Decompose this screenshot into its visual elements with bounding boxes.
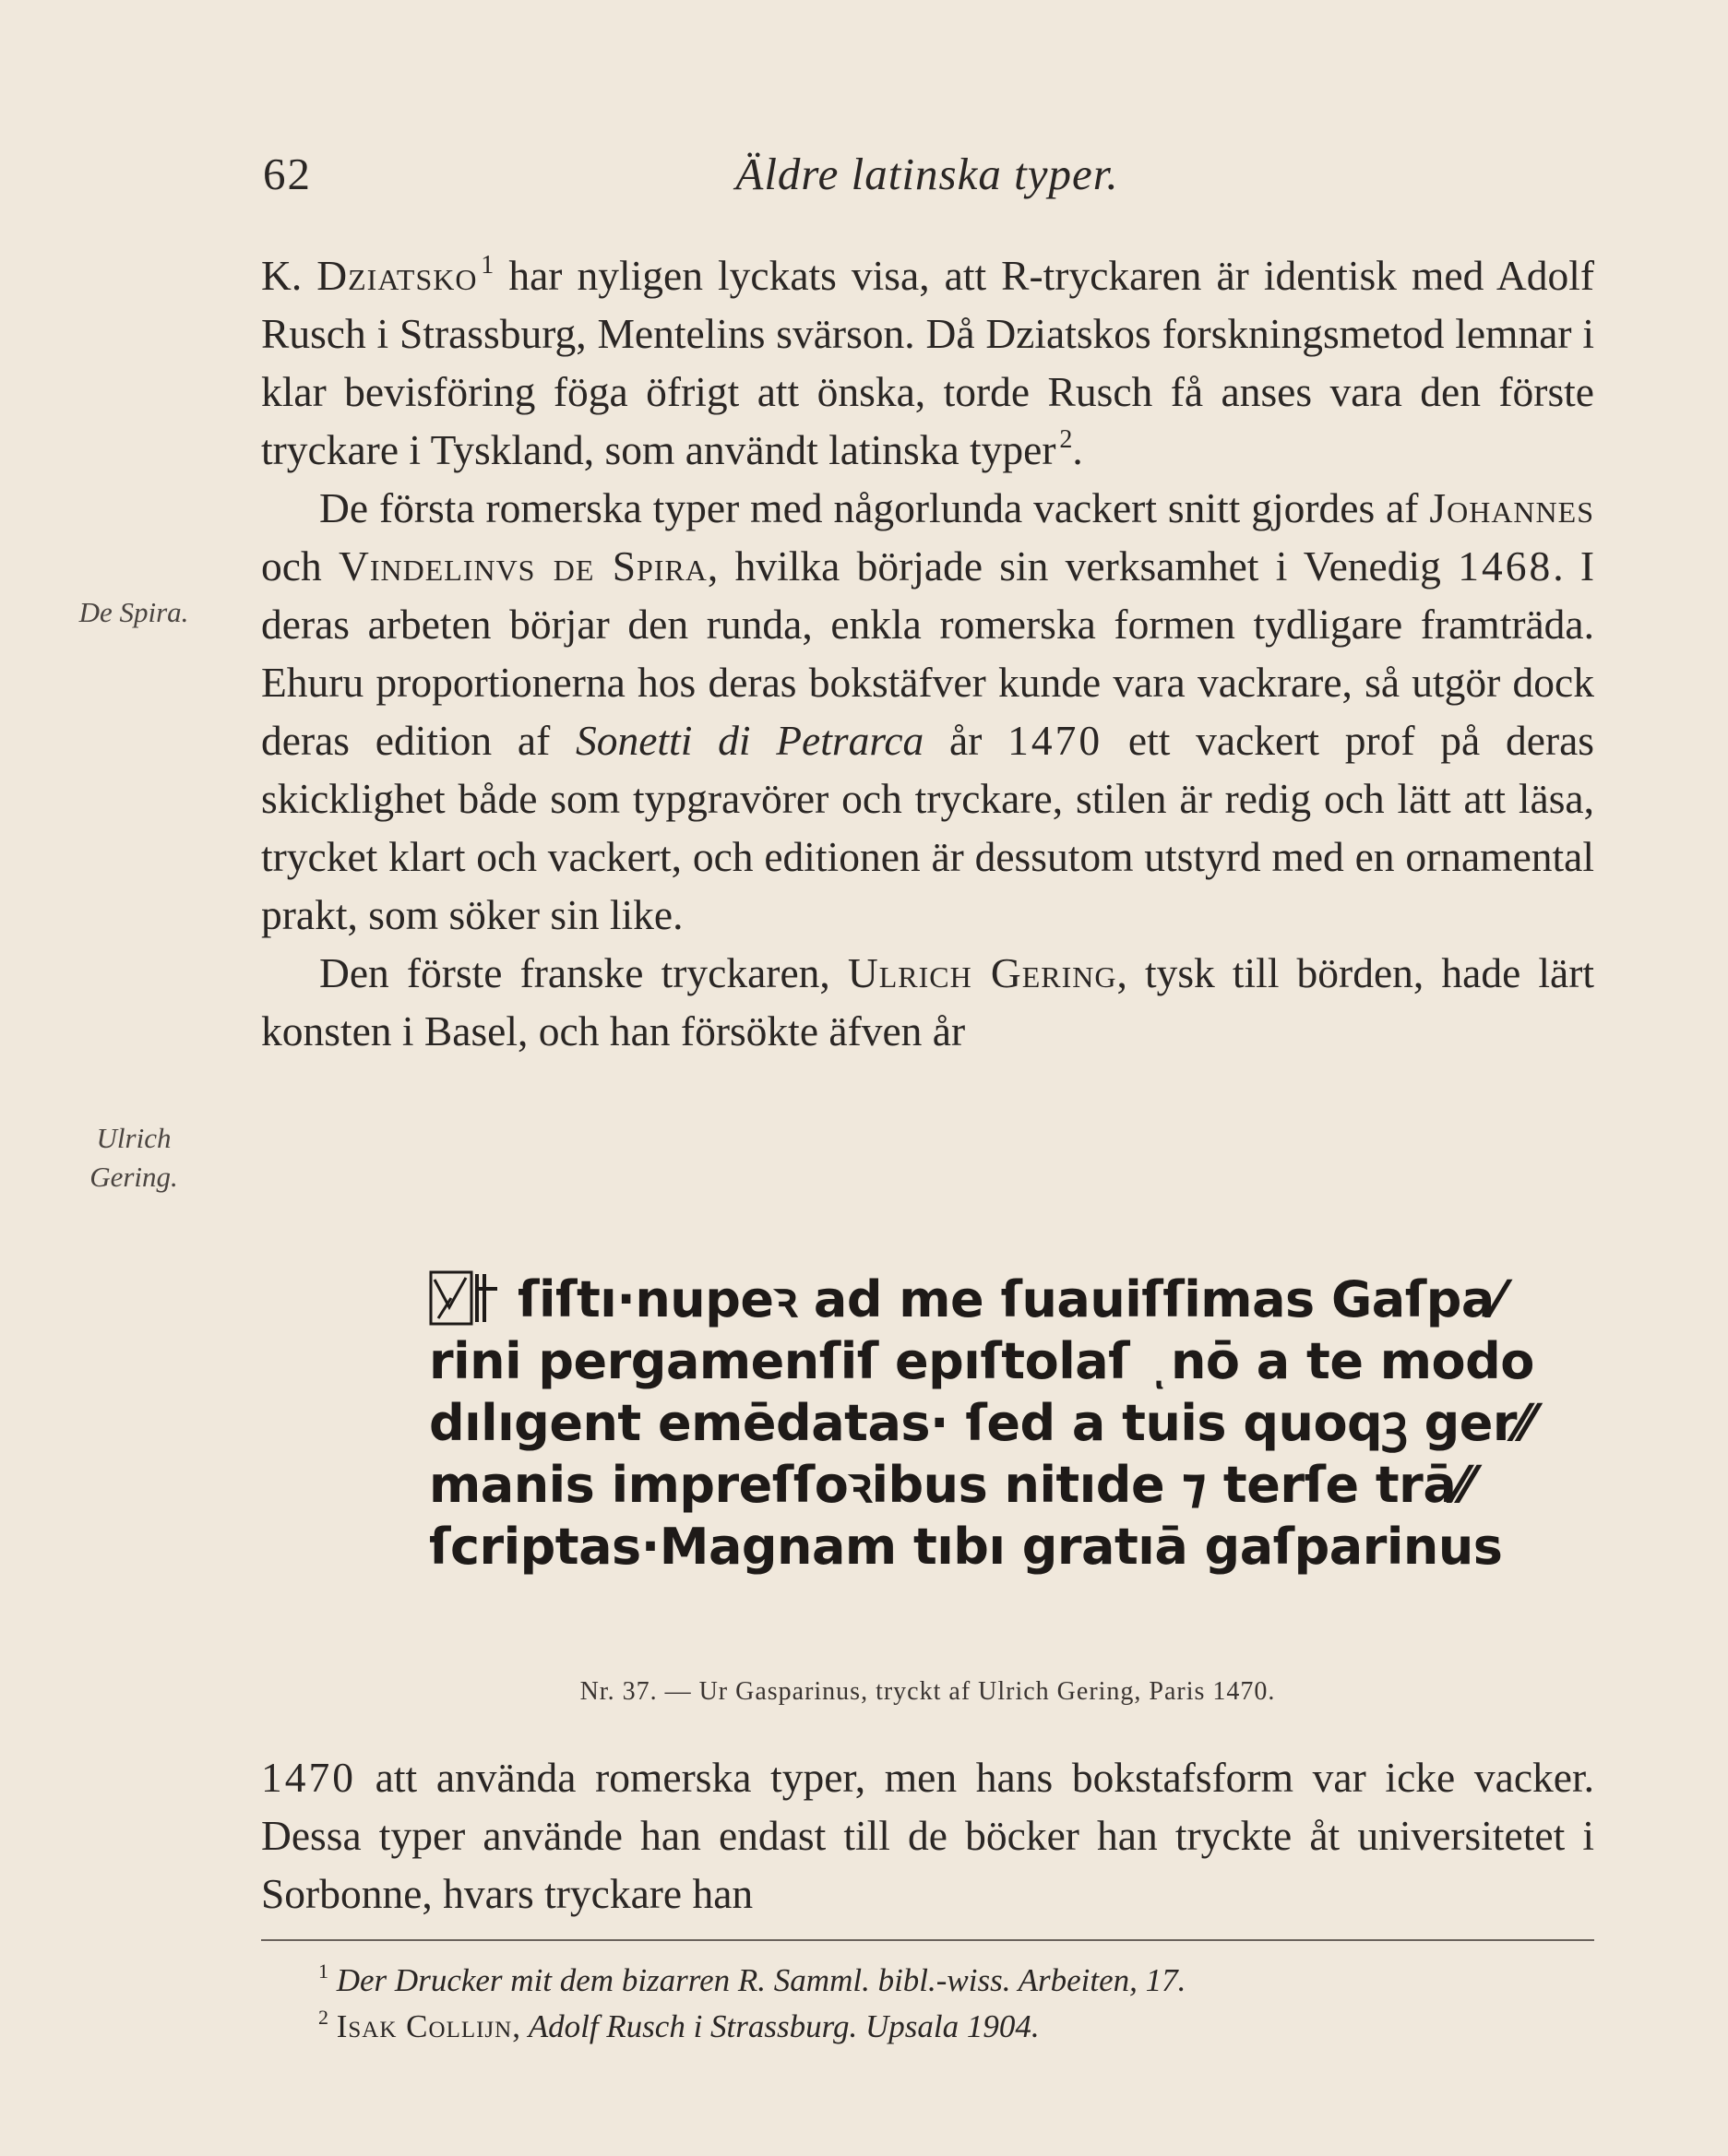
paragraph-gering <box>261 944 1594 1060</box>
footnote-author: Isak Collijn <box>336 2008 513 2044</box>
text-run: Den förste franske tryckaren, <box>319 949 848 996</box>
body-text-lower <box>261 1748 1594 1923</box>
person-name: Vindelinvs de Spira <box>338 542 708 590</box>
text-run: , hvilka började sin verksamhet i Venedig <box>707 542 1459 590</box>
page-number: 62 <box>263 149 312 199</box>
footnote-ref: 1 <box>481 251 495 280</box>
author-name: Dziatsko <box>316 252 478 299</box>
specimen-line: dılıgent emēdatas· ſed a tuis quoqꝫ ger⁄⁄ <box>429 1394 1533 1452</box>
footnote-text: Adolf Rusch i Strassburg. Upsala 1904. <box>528 2008 1040 2044</box>
specimen-line <box>429 1269 1503 1330</box>
footnote-number: 1 <box>318 1959 328 1983</box>
footnotes <box>318 1958 1591 2050</box>
person-name: Johannes <box>1429 484 1594 531</box>
footnote-number: 2 <box>318 2006 328 2029</box>
type-specimen <box>429 1269 1534 1578</box>
footnote-separator: , <box>512 2008 529 2044</box>
text-run: . <box>1072 426 1083 473</box>
specimen-text: ſiſtı·nupeꝛ ad me ſuauiſſimas Gaſpa⁄ <box>518 1270 1503 1328</box>
footnote-text: Der Drucker mit dem bizarren R. Samml. bibl.-wiss. Arbeiten, 17. <box>336 1962 1186 1998</box>
paragraph-continuation <box>261 1748 1594 1923</box>
figure-caption: Nr. 37. — Ur Gasparinus, tryckt af Ulrich Gering, Paris 1470. <box>579 1677 1276 1706</box>
specimen-line: rini pergamenſiſ epıſtolaſ ͺnō a te modo <box>429 1332 1534 1390</box>
margin-note-de-spira <box>46 593 221 632</box>
text-run: K. <box>261 252 317 299</box>
ornamental-initial-icon <box>429 1270 518 1326</box>
year: 1470 <box>261 1754 356 1801</box>
text-run: att använda romerska typer, men hans bokstafsform var icke vacker. Dessa typer använde han endast till de böcker han tryckte åt universitetet i Sorbonne, hvars tryckare han <box>261 1754 1594 1917</box>
year: 1470 <box>1007 717 1103 764</box>
text-run: . I deras arbeten börjar den runda, enkla romerska formen tydligare framträda. Ehuru proportionerna hos deras bokstäfver kunde vara vackrare, så utgör dock deras edition af <box>261 542 1594 764</box>
running-title: Äldre latinska typer. <box>735 149 1119 199</box>
margin-note-ulrich-gering <box>46 1119 221 1197</box>
specimen-line: manis impreſſoꝛibus nitıde ⁊ terſe trā⁄⁄ <box>429 1456 1472 1514</box>
specimen-line: ſcriptas·Magnam tıbı gratıā gaſparinus <box>429 1518 1503 1576</box>
text-run: De första romerska typer med någorlunda vackert snitt gjordes af <box>319 484 1430 531</box>
person-name: Ulrich Gering <box>847 949 1117 996</box>
footnote-2 <box>318 2004 1591 2050</box>
text-run: har nyligen lyckats visa, att R-tryckaren är identisk med Adolf Rusch i Strassburg, Mentelins svärson. Då Dziatskos forskningsmetod lemnar i klar bevisföring föga öfrigt att önska, torde Rusch få anses vara den förste tryckare i Tyskland, som användt latinska typer <box>261 252 1595 473</box>
text-run: år <box>924 717 1008 764</box>
year: 1468 <box>1458 542 1554 590</box>
footnote-1 <box>318 1958 1591 2004</box>
footnote-divider <box>261 1939 1594 1941</box>
margin-note-line: Gering. <box>89 1161 178 1193</box>
footnote-ref: 2 <box>1059 425 1073 454</box>
page-header <box>263 148 1591 203</box>
margin-note-text: De Spira. <box>78 596 189 628</box>
paragraph-de-spira <box>261 479 1594 944</box>
text-run: , tysk till börden, hade lärt konsten i Basel, och han försökte äfven år <box>261 949 1595 1054</box>
margin-note-line: Ulrich <box>96 1122 172 1154</box>
body-text-upper <box>261 246 1594 1060</box>
book-title: Sonetti di Petrarca <box>575 717 924 764</box>
paragraph-dziatsko <box>261 246 1594 479</box>
text-run: och <box>261 542 339 590</box>
text-run: ett vackert prof på deras skicklighet både som typgravörer och tryckare, stilen är redig och lätt att läsa, trycket klart och vackert, och editionen är dessutom utstyrd med en ornamental prakt, som söker sin like. <box>261 717 1594 938</box>
